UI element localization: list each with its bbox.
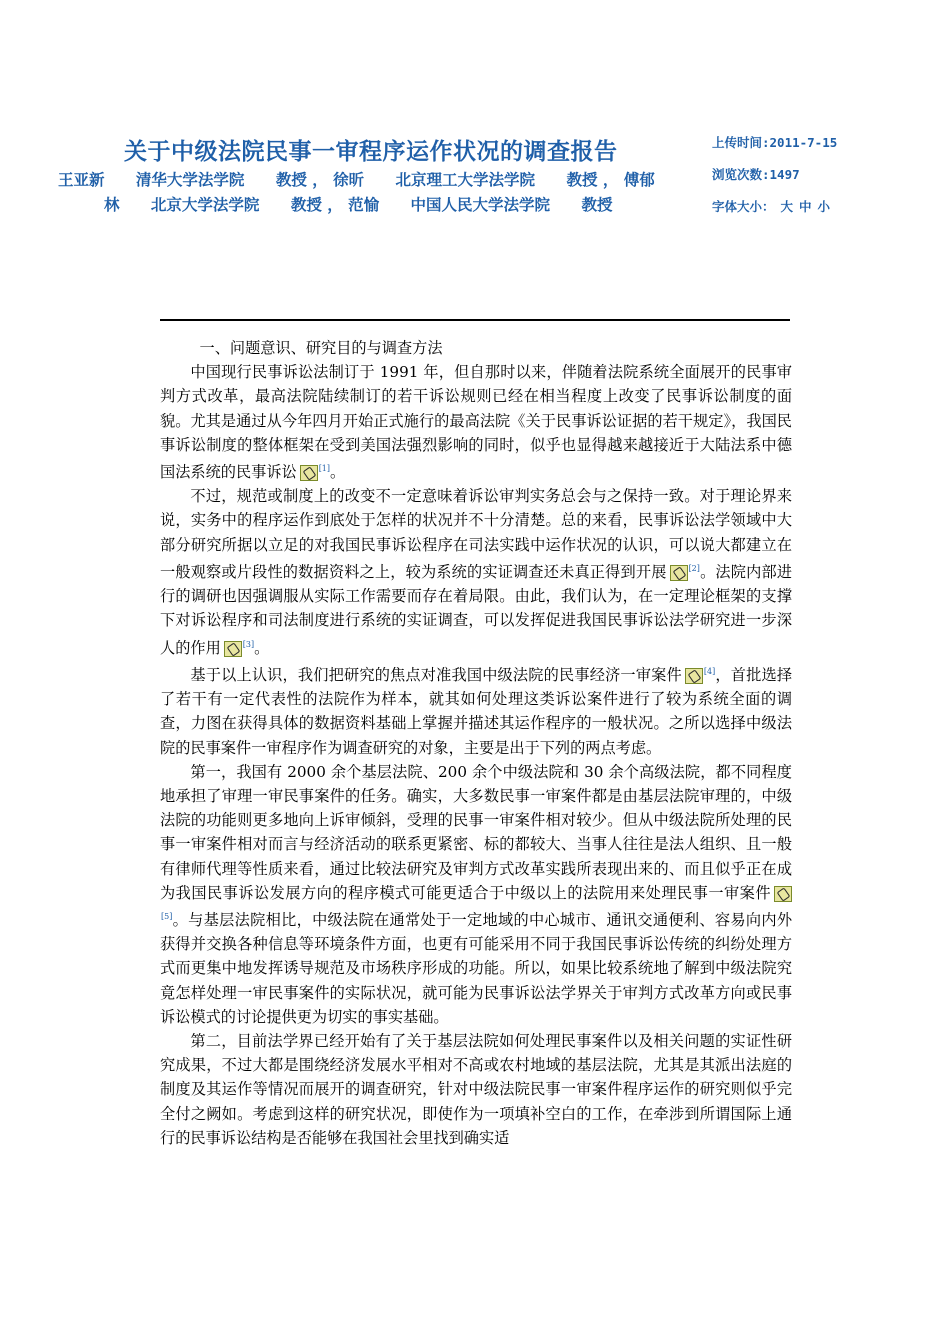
author-affiliation: 北京大学法学院: [150, 196, 260, 214]
font-size-control: [712, 197, 830, 215]
author-affiliation: 清华大学法学院: [135, 171, 245, 189]
font-size-small-button[interactable]: 小: [817, 199, 831, 214]
footnote-ref[interactable]: [3]: [242, 639, 255, 649]
paragraph-text: 不过，规范或制度上的改变不一定意味着诉讼审判实务总会与之保持一致。对于理论界来说，实务中的程序运作到底处于怎样的状况并不十分清楚。总的来看，民事诉讼法学领域中大部分研究所据以立足的对我国民事诉讼程序在司法实践中运作状况的认识，可以说大都建立在一般观察或片段性的数据资料之上，较为系统的实证调查还未真正得到开展: [160, 487, 792, 581]
author-title: 教授 ， 范愉: [290, 196, 380, 214]
paragraph-text: 。与基层法院相比，中级法院在通常处于一定地域的中心城市、通讯交通便利、容易向内外获得并交换各种信息等环境条件方面，也更有可能采用不同于我国民事诉讼传统的纠纷处理方式而更集中地发挥诱导规范及市场秩序形成的功能。所以，如果比较系统地了解到中级法院究竟怎样处理一审民事案件的实际状况，就可能为民事诉讼法学界关于审判方式改革方向或民事诉讼模式的讨论提供更为切实的事实基础。: [160, 910, 792, 1026]
paragraph-text: 。: [330, 463, 346, 482]
footnote-ref[interactable]: [4]: [703, 666, 716, 676]
font-size-large-button[interactable]: 大: [780, 199, 794, 214]
author-title: 教授: [581, 196, 613, 214]
author-name: 王亚新: [58, 171, 105, 189]
paragraph-1: [160, 360, 792, 484]
page-title: 关于中级法院民事一审程序运作状况的调查报告: [124, 139, 618, 165]
paragraph-3: [160, 660, 792, 760]
font-size-label: 字体大小：: [712, 199, 775, 214]
footnote-link-icon[interactable]: [774, 886, 792, 902]
author-name: 林: [104, 196, 120, 214]
upload-time-label: 上传时间:: [712, 135, 770, 150]
divider: [160, 319, 790, 321]
upload-time: [712, 133, 837, 151]
font-size-medium-button[interactable]: 中: [799, 199, 812, 214]
paragraph-text: 第一，我国有 2000 余个基层法院、200 余个中级法院和 30 余个高级法院，都不同程度地承担了审理一审民事案件的任务。确实，大多数民事一审案件都是由基层法院审理的，中级法院的功能则更多地向上诉审倾斜，受理的民事一审案件相对较少。但从中级法院所处理的民事一审案件相对而言与经济活动的联系更紧密、标的都较大、当事人往往是法人组织、且一般有律师代理等性质来看，通过比较法研究及审判方式改革实践所表现出来的、而且似乎正在成为我国民事诉讼发展方向的程序模式可能更适合于中级以上的法院用来处理民事一审案件: [160, 762, 792, 902]
section-heading: 一、问题意识、研究目的与调查方法: [199, 339, 443, 357]
article-body: [160, 336, 792, 1150]
paragraph-text: 。法院内部进行的调研也因强调服从实际工作需要而存在着局限。由此，我们认为，在一定理论框架的支撑下对诉讼程序和司法制度进行系统的实证调查，可以发挥促进我国民事诉讼法学研究进一步深人的作用: [160, 562, 793, 657]
footnote-link-icon[interactable]: [224, 641, 242, 657]
author-line-1: [58, 168, 698, 193]
footnote-ref[interactable]: [2]: [688, 563, 700, 573]
paragraph-text: 中国现行民事诉讼法制订于 1991 年，但自那时以来，伴随着法院系统全面展开的民事审判方式改革，最高法院陆续制订的若干诉讼规则已经在相当程度上改变了民事诉讼制度的面貌。尤其是通过从今年四月开始正式施行的最高法院《关于民事诉讼证据的若干规定》，我国民事诉讼制度的整体框架在受到美国法强烈影响的同时，似乎也显得越来越接近于大陆法系中德国法系统的民事诉讼: [160, 363, 792, 482]
view-count-label: 浏览次数:: [712, 167, 770, 182]
author-line-2: [58, 193, 698, 218]
paragraph-text: 基于以上认识，我们把研究的焦点对准我国中级法院的民事经济一审案件: [190, 665, 682, 684]
paragraph-2: [160, 484, 792, 660]
author-list: [58, 168, 698, 218]
author-affiliation: 中国人民大学法学院: [410, 196, 551, 214]
footnote-link-icon[interactable]: [670, 565, 688, 581]
view-count-value: 1497: [769, 167, 800, 182]
paragraph-4: [160, 760, 792, 1029]
author-title: 教授 ， 傅郁: [566, 171, 655, 189]
author-affiliation: 北京理工大学法学院: [395, 171, 536, 189]
paragraph-text: ，首批选择了若干有一定代表性的法院作为样本，就其如何处理这类诉讼案件进行了较为系统全面的调查，力图在获得具体的数据资料基础上掌握并描述其运作程序的一般状况。之所以选择中级法院的民事案件一审程序作为调查研究的对象，主要是出于下列的两点考虑。: [160, 665, 793, 757]
view-count: [712, 165, 800, 183]
footnote-link-icon[interactable]: [685, 668, 703, 684]
upload-time-value: 2011-7-15: [769, 135, 838, 150]
footnote-link-icon[interactable]: [300, 465, 318, 481]
paragraph-text: 。: [254, 638, 270, 657]
paragraph-5: 第二，目前法学界已经开始有了关于基层法院如何处理民事案件以及相关问题的实证性研究成果，不过大都是围绕经济发展水平相对不高或农村地域的基层法院，尤其是其派出法庭的制度及其运作等情况而展开的调查研究，针对中级法院民事一审案件程序运作的研究则似乎完全付之阙如。考虑到这样的研究状况，即使作为一项填补空白的工作，在牵涉到所谓国际上通行的民事诉讼结构是否能够在我国社会里找到确实适: [160, 1032, 792, 1147]
author-title: 教授 ， 徐昕: [275, 171, 365, 189]
footnote-ref[interactable]: [5]: [161, 911, 173, 921]
footnote-ref[interactable]: [1]: [318, 464, 331, 474]
